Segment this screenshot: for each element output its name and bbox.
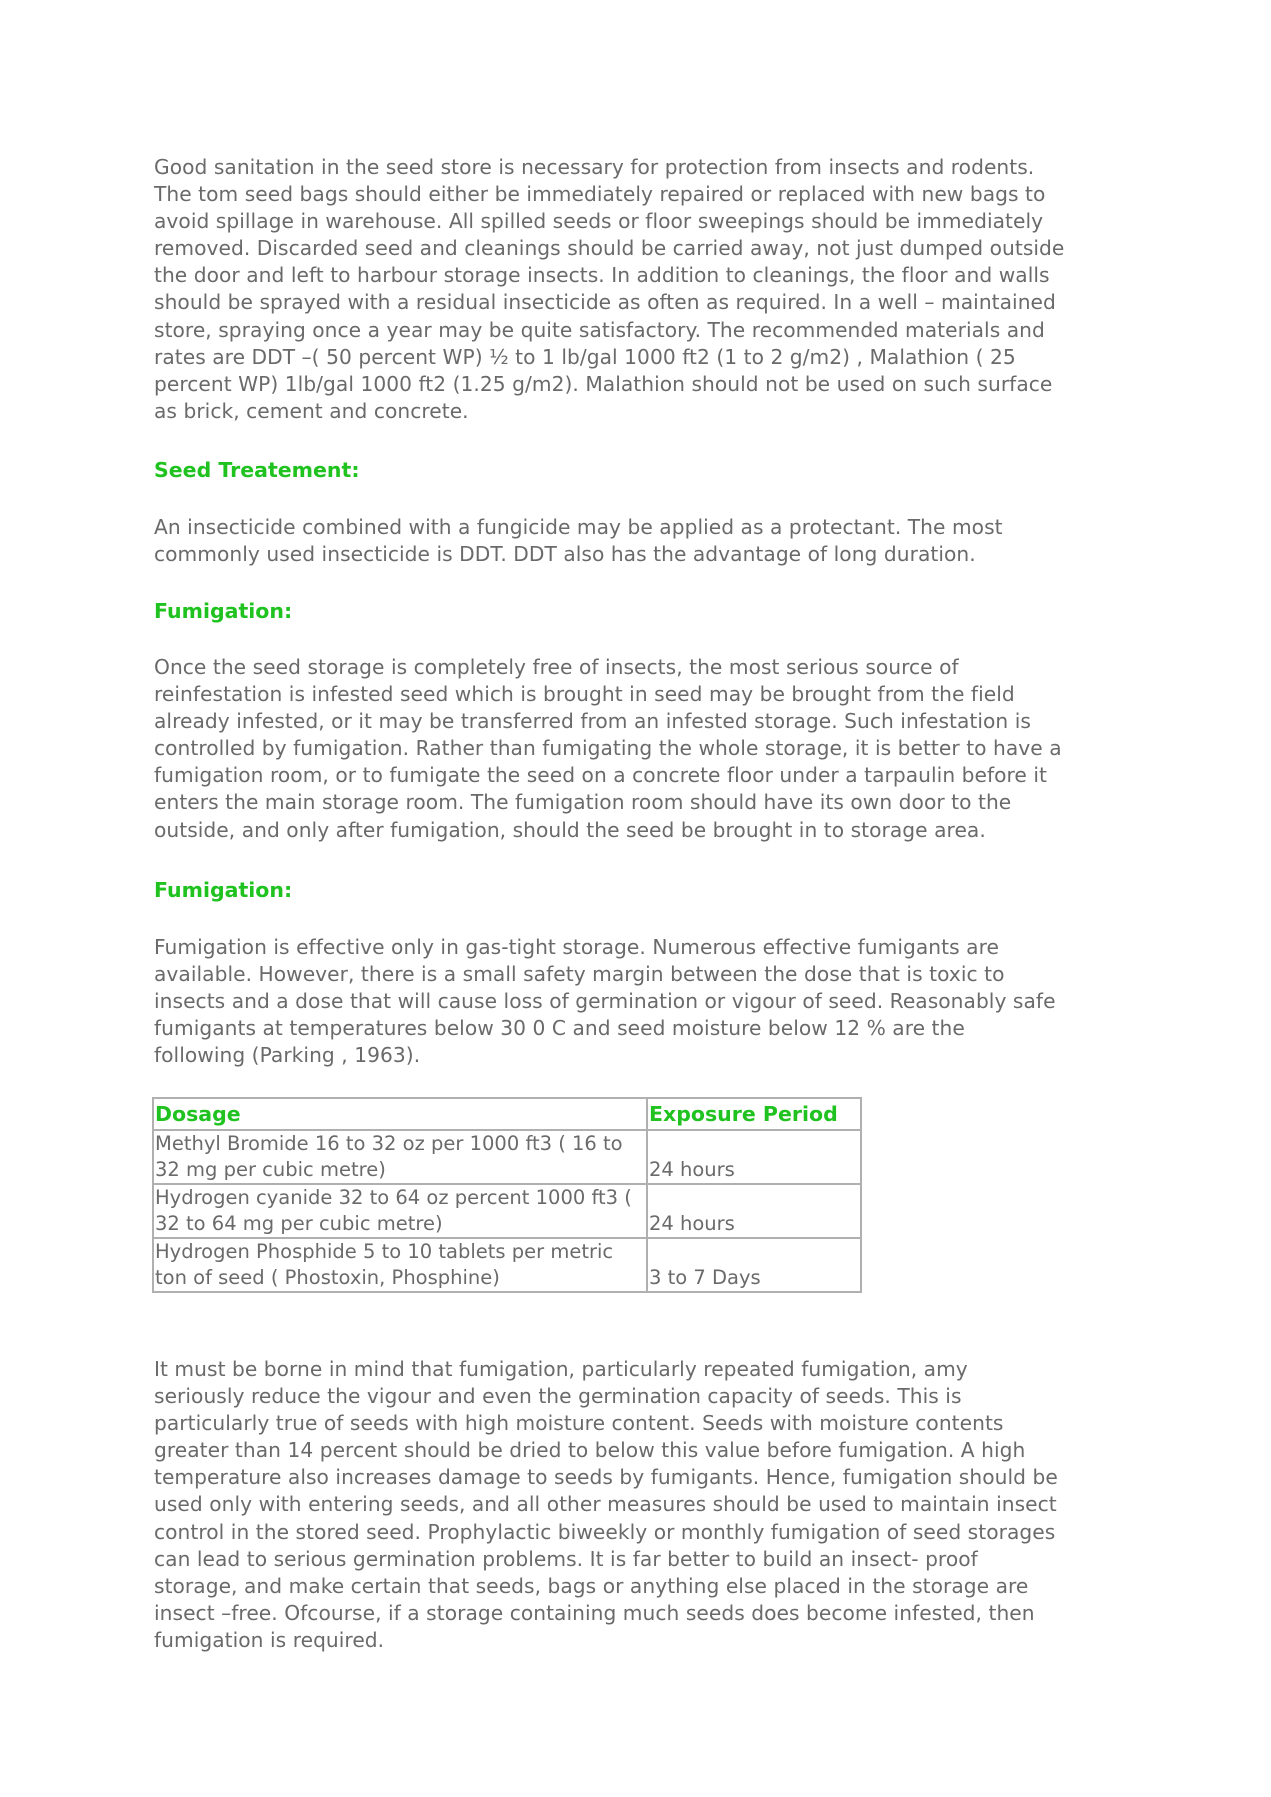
dosage-cell [153, 1130, 647, 1184]
paragraph-text [154, 1356, 1134, 1654]
fumigant-dosage-table [152, 1097, 862, 1293]
text-line: fumigants at temperatures below 30 0 C and seed moisture below 12 % are the [154, 1016, 965, 1041]
text-line: Once the seed storage is completely free of insects, the most serious source of [154, 655, 959, 679]
cell-line: Hydrogen Phosphide 5 to 10 tablets per metric [155, 1240, 614, 1263]
text-line: percent WP) 1lb/gal 1000 ft2 (1.25 g/m2). Malathion should not be used on such surface [154, 371, 1053, 396]
column-header-dosage: Dosage [153, 1098, 647, 1130]
text-line: reinfestation is infested seed which is brought in seed may be brought from the field [154, 682, 1015, 707]
cell-line: ton of seed ( Phostoxin, Phosphine) [155, 1266, 500, 1289]
sanitation-paragraph [154, 154, 1134, 425]
column-header-exposure-period: Exposure Period [647, 1098, 861, 1130]
text-line: enters the main storage room. The fumigation room should have its own door to the [154, 790, 1012, 815]
text-line: greater than 14 percent should be dried to below this value before fumigation. A high [154, 1438, 1026, 1463]
seed-treatment-heading: Seed Treatement: [154, 458, 360, 482]
cell-line: Hydrogen cyanide 32 to 64 oz percent 1000 ft3 ( [155, 1186, 632, 1209]
fumigation-caution-paragraph [154, 1356, 1134, 1654]
cell-line: Methyl Bromide 16 to 32 oz per 1000 ft3 ( 16 to [155, 1132, 623, 1155]
text-line: storage, and make certain that seeds, bags or anything else placed in the storage are [154, 1573, 1029, 1598]
text-line: outside, and only after fumigation, should the seed be brought in to storage area. [154, 817, 986, 842]
paragraph-text [154, 514, 1134, 568]
text-line: control in the stored seed. Prophylactic biweekly or monthly fumigation of seed storages [154, 1519, 1056, 1544]
table-header-row [153, 1098, 861, 1130]
cell-line: 32 to 64 mg per cubic metre) [155, 1212, 443, 1235]
text-line: particularly true of seeds with high moisture content. Seeds with moisture contents [154, 1411, 1004, 1436]
text-line: commonly used insecticide is DDT. DDT also has the advantage of long duration. [154, 542, 976, 567]
text-line: insects and a dose that will cause loss of germination or vigour of seed. Reasonably safe [154, 989, 1056, 1014]
text-line: should be sprayed with a residual insecticide as often as required. In a well – maintained [154, 290, 1056, 315]
text-line: as brick, cement and concrete. [154, 398, 469, 423]
text-line: following (Parking , 1963). [154, 1043, 421, 1068]
dosage-cell [153, 1184, 647, 1238]
text-line: avoid spillage in warehouse. All spilled seeds or floor sweepings should be immediately [154, 209, 1044, 234]
dosage-cell [153, 1238, 647, 1292]
text-line: used only with entering seeds, and all other measures should be used to maintain insect [154, 1492, 1057, 1517]
text-line: rates are DDT –( 50 percent WP) ½ to 1 lb/gal 1000 ft2 (1 to 2 g/m2) , Malathion ( 25 [154, 344, 1016, 369]
table-row [153, 1184, 861, 1238]
fumigation-section-1 [154, 598, 1134, 625]
seed-treatment-paragraph [154, 514, 1134, 568]
paragraph-text [154, 154, 1134, 425]
reinfestation-paragraph [154, 654, 1134, 844]
cell-line: 32 mg per cubic metre) [155, 1158, 386, 1181]
fumigation-heading-2: Fumigation: [154, 878, 293, 902]
text-line: seriously reduce the vigour and even the germination capacity of seeds. This is [154, 1384, 962, 1409]
table-row [153, 1130, 861, 1184]
text-line: The tom seed bags should either be immediately repaired or replaced with new bags to [154, 182, 1046, 207]
text-line: controlled by fumigation. Rather than fumigating the whole storage, it is better to have a [154, 736, 1062, 761]
text-line: available. However, there is a small safety margin between the dose that is toxic to [154, 962, 1005, 987]
text-line: Fumigation is effective only in gas-tight storage. Numerous effective fumigants are [154, 935, 999, 959]
text-line: fumigation is required. [154, 1627, 385, 1652]
text-line: already infested, or it may be transferred from an infested storage. Such infestation is [154, 709, 1031, 734]
text-line: the door and left to harbour storage insects. In addition to cleanings, the floor and walls [154, 263, 1050, 288]
text-line: temperature also increases damage to seeds by fumigants. Hence, fumigation should be [154, 1465, 1058, 1490]
text-line: store, spraying once a year may be quite satisfactory. The recommended materials and [154, 317, 1045, 342]
paragraph-text [154, 654, 1134, 844]
text-line: removed. Discarded seed and cleanings should be carried away, not just dumped outside [154, 236, 1065, 261]
text-line: An insecticide combined with a fungicide may be applied as a protectant. The most [154, 515, 1003, 539]
exposure-cell: 3 to 7 Days [647, 1238, 861, 1292]
fumigation-safety-paragraph [154, 934, 1134, 1069]
paragraph-text [154, 934, 1134, 1069]
text-line: fumigation room, or to fumigate the seed on a concrete floor under a tarpaulin before it [154, 763, 1047, 788]
table-row [153, 1238, 861, 1292]
text-line: insect –free. Ofcourse, if a storage containing much seeds does become infested, then [154, 1600, 1035, 1625]
fumigation-section-2 [154, 877, 1134, 904]
exposure-cell: 24 hours [647, 1184, 861, 1238]
text-line: It must be borne in mind that fumigation, particularly repeated fumigation, amy [154, 1357, 968, 1381]
fumigation-heading-1: Fumigation: [154, 599, 293, 623]
exposure-cell: 24 hours [647, 1130, 861, 1184]
text-line: Good sanitation in the seed store is necessary for protection from insects and rodents. [154, 155, 1035, 179]
text-line: can lead to serious germination problems. It is far better to build an insect- proof [154, 1546, 978, 1571]
seed-treatment-section [154, 457, 1134, 484]
